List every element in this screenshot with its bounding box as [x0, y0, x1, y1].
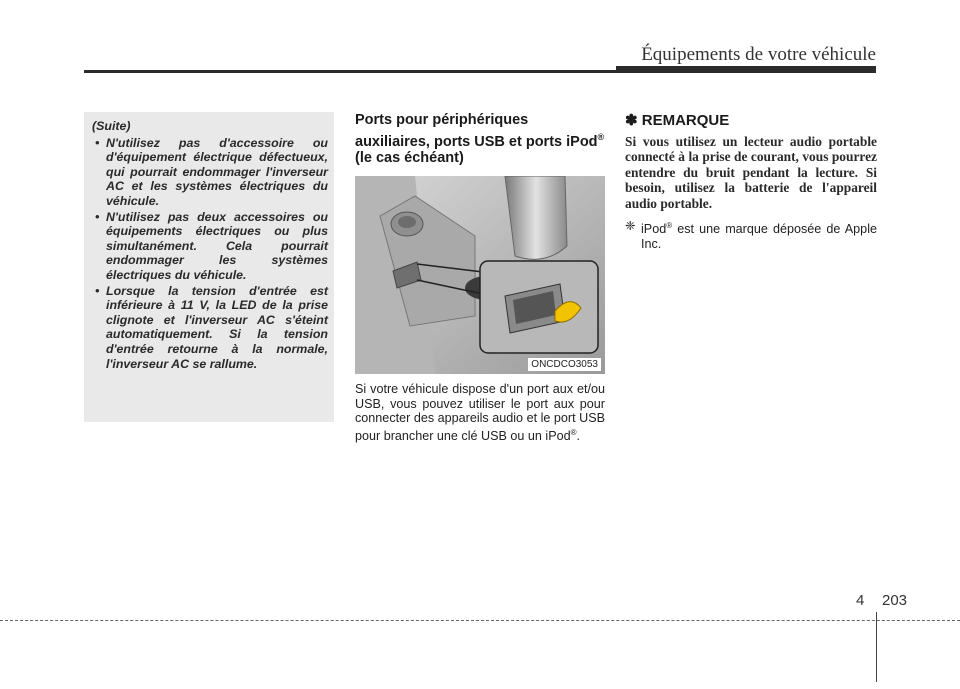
note-item — [92, 284, 328, 372]
registered-mark: ® — [666, 221, 673, 231]
section-body-text — [355, 382, 605, 443]
remark-title-text: REMARQUE — [641, 112, 730, 129]
section-title-suffix: (le cas échéant) — [355, 149, 464, 166]
header-rule-tab — [616, 66, 876, 73]
remark-star-icon: ✽ — [625, 112, 638, 129]
figure-caption: ONCDCO3053 — [528, 358, 601, 371]
caution-note-box — [84, 112, 334, 422]
trademark-product: iPod — [641, 222, 667, 237]
trademark-note — [625, 219, 877, 251]
registered-mark: ® — [570, 427, 577, 437]
body-end: . — [576, 428, 581, 443]
aux-usb-figure — [355, 176, 605, 374]
note-item-text: N'utilisez pas d'accessoire ou d'équipement électrique défectueux, qui pourrait endommager l'inverseur AC et les systèmes électriques du véhicule. — [106, 135, 328, 208]
note-item — [92, 136, 328, 209]
remark-title — [625, 112, 877, 130]
remark-section — [625, 112, 877, 251]
socket-cap-center — [398, 216, 416, 228]
trademark-text: est une marque déposée de Apple Inc. — [641, 222, 877, 251]
section-title — [355, 112, 605, 166]
note-continued-label: (Suite) — [92, 119, 131, 133]
chapter-number: 4 — [856, 592, 865, 609]
note-list — [92, 136, 328, 372]
aux-usb-section — [355, 112, 605, 443]
footer-divider — [876, 612, 877, 682]
bullet-icon: • — [95, 135, 100, 150]
body-main: Si votre véhicule dispose d'un port aux et/ou USB, vous pouvez utiliser le port aux pour connecter des appareils audio et le port USB pour brancher une clé USB ou un iPod — [355, 382, 605, 443]
bullet-icon: • — [95, 209, 100, 224]
trademark-symbol-icon: ❈ — [625, 219, 636, 234]
console-illustration — [355, 176, 605, 374]
gear-shift-icon — [505, 176, 567, 259]
footer-rule — [0, 620, 960, 621]
registered-mark: ® — [597, 131, 605, 142]
remark-text: Si vous utilisez un lecteur audio portable connecté à la prise de courant, vous pourrez entendre du bruit pendant la lecture. Si besoin, utilisez la batterie de l'appareil audio portable. — [625, 134, 877, 211]
note-item-text: N'utilisez pas deux accessoires ou équipements électriques ou plus simultanément. Cela pourrait endommager les systèmes électriques du véhicule. — [106, 209, 328, 282]
page-number: 203 — [882, 592, 908, 609]
note-item — [92, 210, 328, 283]
page-header-title: Équipements de votre véhicule — [641, 44, 876, 65]
bullet-icon: • — [95, 283, 100, 298]
note-item-text: Lorsque la tension d'entrée est inférieure à 11 V, la LED de la prise clignote et l'inverseur AC s'éteint automatiquement. Si la tension d'entrée retourne à la normale, l'inverseur AC se rallume. — [106, 283, 328, 371]
section-title-main: Ports pour périphériques auxiliaires, ports USB et ports iPod — [355, 112, 598, 150]
